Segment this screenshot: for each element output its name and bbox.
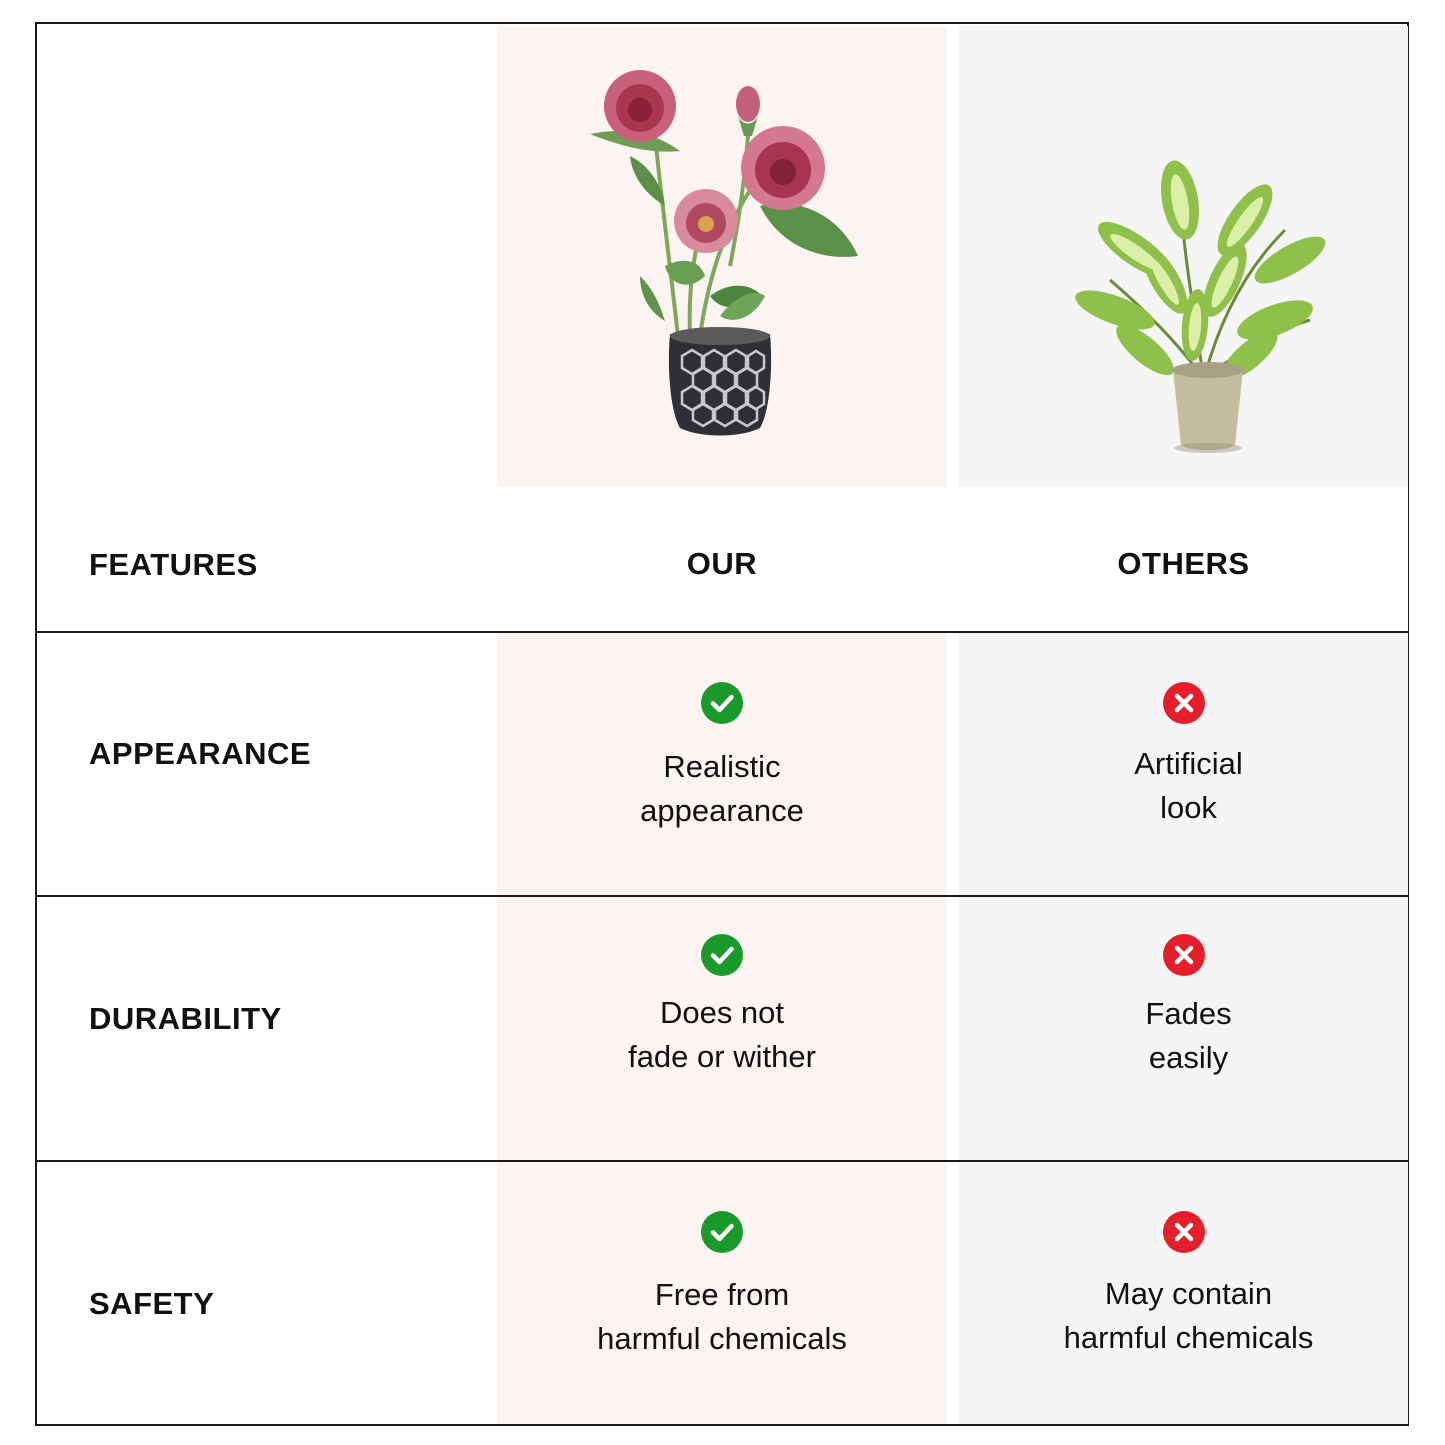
our-durability-text: Does not fade or wither xyxy=(628,995,816,1074)
x-circle-icon xyxy=(1163,1211,1205,1253)
row-divider xyxy=(35,1160,1409,1162)
pink-rose-plant-illustration xyxy=(570,66,870,446)
others-column-heading: OTHERS xyxy=(1117,546,1250,581)
feature-label-appearance: APPEARANCE xyxy=(89,736,312,771)
our-column-heading: OUR xyxy=(686,546,758,581)
x-circle-icon xyxy=(1163,934,1205,976)
dieffenbachia-plant-illustration xyxy=(1075,160,1335,455)
check-circle-icon xyxy=(701,1211,743,1253)
feature-label-safety: SAFETY xyxy=(89,1286,215,1321)
our-safety-text: Free from harmful chemicals xyxy=(597,1277,847,1356)
row-divider xyxy=(35,631,1409,633)
check-circle-icon xyxy=(701,934,743,976)
others-safety-text: May contain harmful chemicals xyxy=(1063,1276,1314,1355)
row-divider xyxy=(35,895,1409,897)
our-appearance-text: Realistic appearance xyxy=(640,749,804,828)
others-appearance-text: Artificial look xyxy=(1134,746,1243,825)
others-durability-text: Fades easily xyxy=(1145,996,1232,1075)
features-heading: FEATURES xyxy=(89,547,258,582)
feature-label-durability: DURABILITY xyxy=(89,1001,282,1036)
x-circle-icon xyxy=(1163,682,1205,724)
check-circle-icon xyxy=(701,682,743,724)
